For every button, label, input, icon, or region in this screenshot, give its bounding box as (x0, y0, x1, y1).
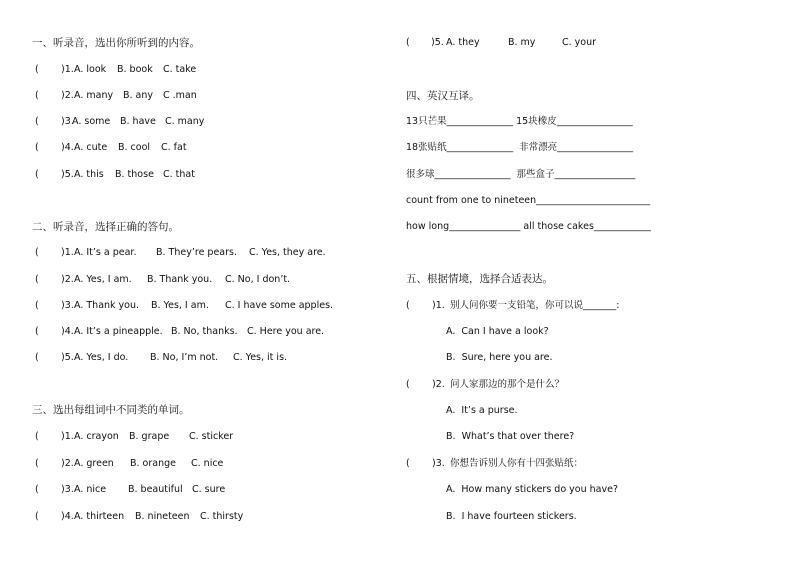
option-a: A. How many stickers do you have? (446, 484, 618, 495)
option-a: A. cute (74, 142, 108, 153)
section-2-title: 二、听录音，选择正确的答句。 (32, 221, 179, 233)
option-a: A. It’s a purse. (446, 405, 518, 416)
option-b: B. nineteen (135, 511, 190, 522)
question-number: )3. (432, 458, 445, 469)
option-a: A. many (74, 90, 114, 101)
option-c: C. I have some apples. (225, 300, 334, 311)
option-a: A. Yes, I do. (74, 352, 129, 363)
answer-paren: ( (406, 379, 410, 390)
option-c: C. sticker (189, 431, 234, 442)
option-c: C. that (163, 169, 195, 180)
option-b: B. No, I’m not. (150, 352, 219, 363)
option-b: B. Yes, I am. (151, 300, 209, 311)
option-c: C. No, I don’t. (225, 274, 291, 285)
option-b: B. cool (118, 142, 151, 153)
question-text: 别人问你要一支铅笔，你可以说_______: (450, 300, 620, 311)
option-b: B. What’s that over there? (446, 431, 575, 442)
option-b: B. book (117, 64, 153, 75)
translation-row: count from one to nineteen________________________ (406, 195, 651, 206)
answer-paren: ( (35, 511, 39, 522)
answer-paren: ( (35, 64, 39, 75)
answer-paren: ( (406, 37, 410, 48)
question-number: )3. (61, 300, 74, 311)
question-text: 问人家那边的那个是什么？ (450, 379, 565, 390)
option-a: A. thirteen (74, 511, 125, 522)
section-4-title: 四、英汉互译。 (406, 90, 480, 102)
option-a: A. some (72, 116, 111, 127)
option-c: C. Here you are. (247, 326, 325, 337)
answer-paren: ( (35, 300, 39, 311)
answer-paren: ( (35, 142, 39, 153)
option-c: C .man (163, 90, 197, 101)
option-c: C. thirsty (200, 511, 244, 522)
option-b: B. those (115, 169, 154, 180)
section-3-title: 三、选出每组词中不同类的单词。 (32, 404, 190, 416)
option-c: C. take (163, 64, 197, 75)
option-a: A. nice (74, 484, 107, 495)
answer-paren: ( (35, 431, 39, 442)
option-a: A. It’s a pineapple. (74, 326, 163, 337)
answer-paren: ( (35, 326, 39, 337)
option-b: B. Sure, here you are. (446, 352, 553, 363)
question-number: )2. (61, 458, 74, 469)
option-a: A. look (74, 64, 107, 75)
question-number: )1. (61, 431, 74, 442)
question-number: )4. (61, 142, 74, 153)
section-1-title: 一、听录音，选出你所听到的内容。 (32, 37, 200, 49)
option-a: A. It’s a pear. (74, 247, 137, 258)
answer-paren: ( (35, 90, 39, 101)
option-b: B. any (123, 90, 154, 101)
option-b: B. I have fourteen stickers. (446, 511, 577, 522)
option-a: A. green (74, 458, 114, 469)
option-b: B. Thank you. (147, 274, 213, 285)
translation-row: 很多球________________ 那些盒子_________________ (406, 169, 636, 180)
question-number: )2. (61, 90, 74, 101)
question-number: )2. (61, 274, 74, 285)
option-b: B. grape (129, 431, 170, 442)
option-a: A. Thank you. (74, 300, 140, 311)
option-b: B. have (120, 116, 156, 127)
translation-row: 13只芒果______________ 15块橡皮________________ (406, 116, 633, 127)
option-a: A. this (74, 169, 104, 180)
option-a: A. crayon (74, 431, 119, 442)
option-a: A. Can I have a look? (446, 326, 549, 337)
option-b: B. my (508, 37, 536, 48)
question-number: )4. (61, 326, 74, 337)
question-number: )1. (61, 64, 74, 75)
question-text: 你想告诉别人你有十四张贴纸： (450, 458, 584, 469)
answer-paren: ( (35, 484, 39, 495)
question-number: )5. (61, 352, 74, 363)
option-c: C. nice (191, 458, 224, 469)
question-number: )4. (61, 511, 74, 522)
answer-paren: ( (35, 458, 39, 469)
question-number: )3. (61, 116, 74, 127)
question-number: )3. (61, 484, 74, 495)
option-c: C. Yes, they are. (249, 247, 326, 258)
question-number: )2. (432, 379, 445, 390)
option-c: C. your (562, 37, 597, 48)
option-a: A. they (446, 37, 480, 48)
option-a: A. Yes, I am. (74, 274, 132, 285)
option-b: B. beautiful (128, 484, 183, 495)
answer-paren: ( (35, 116, 39, 127)
answer-paren: ( (35, 169, 39, 180)
option-b: B. orange (130, 458, 176, 469)
answer-paren: ( (35, 247, 39, 258)
question-number: )1. (61, 247, 74, 258)
answer-paren: ( (406, 458, 410, 469)
option-c: C. Yes, it is. (233, 352, 288, 363)
option-b: B. No, thanks. (171, 326, 238, 337)
translation-row: how long_______________ all those cakes____________ (406, 221, 651, 232)
option-c: C. sure (192, 484, 226, 495)
translation-row: 18张贴纸______________ 非常漂亮________________ (406, 142, 634, 153)
section-5-title: 五、根据情境，选择合适表达。 (406, 273, 553, 285)
question-number: )5. (431, 37, 444, 48)
question-number: )1. (432, 300, 445, 311)
option-b: B. They’re pears. (156, 247, 238, 258)
answer-paren: ( (35, 274, 39, 285)
answer-paren: ( (406, 300, 410, 311)
question-number: )5. (61, 169, 74, 180)
option-c: C. many (165, 116, 205, 127)
option-c: C. fat (161, 142, 187, 153)
answer-paren: ( (35, 352, 39, 363)
